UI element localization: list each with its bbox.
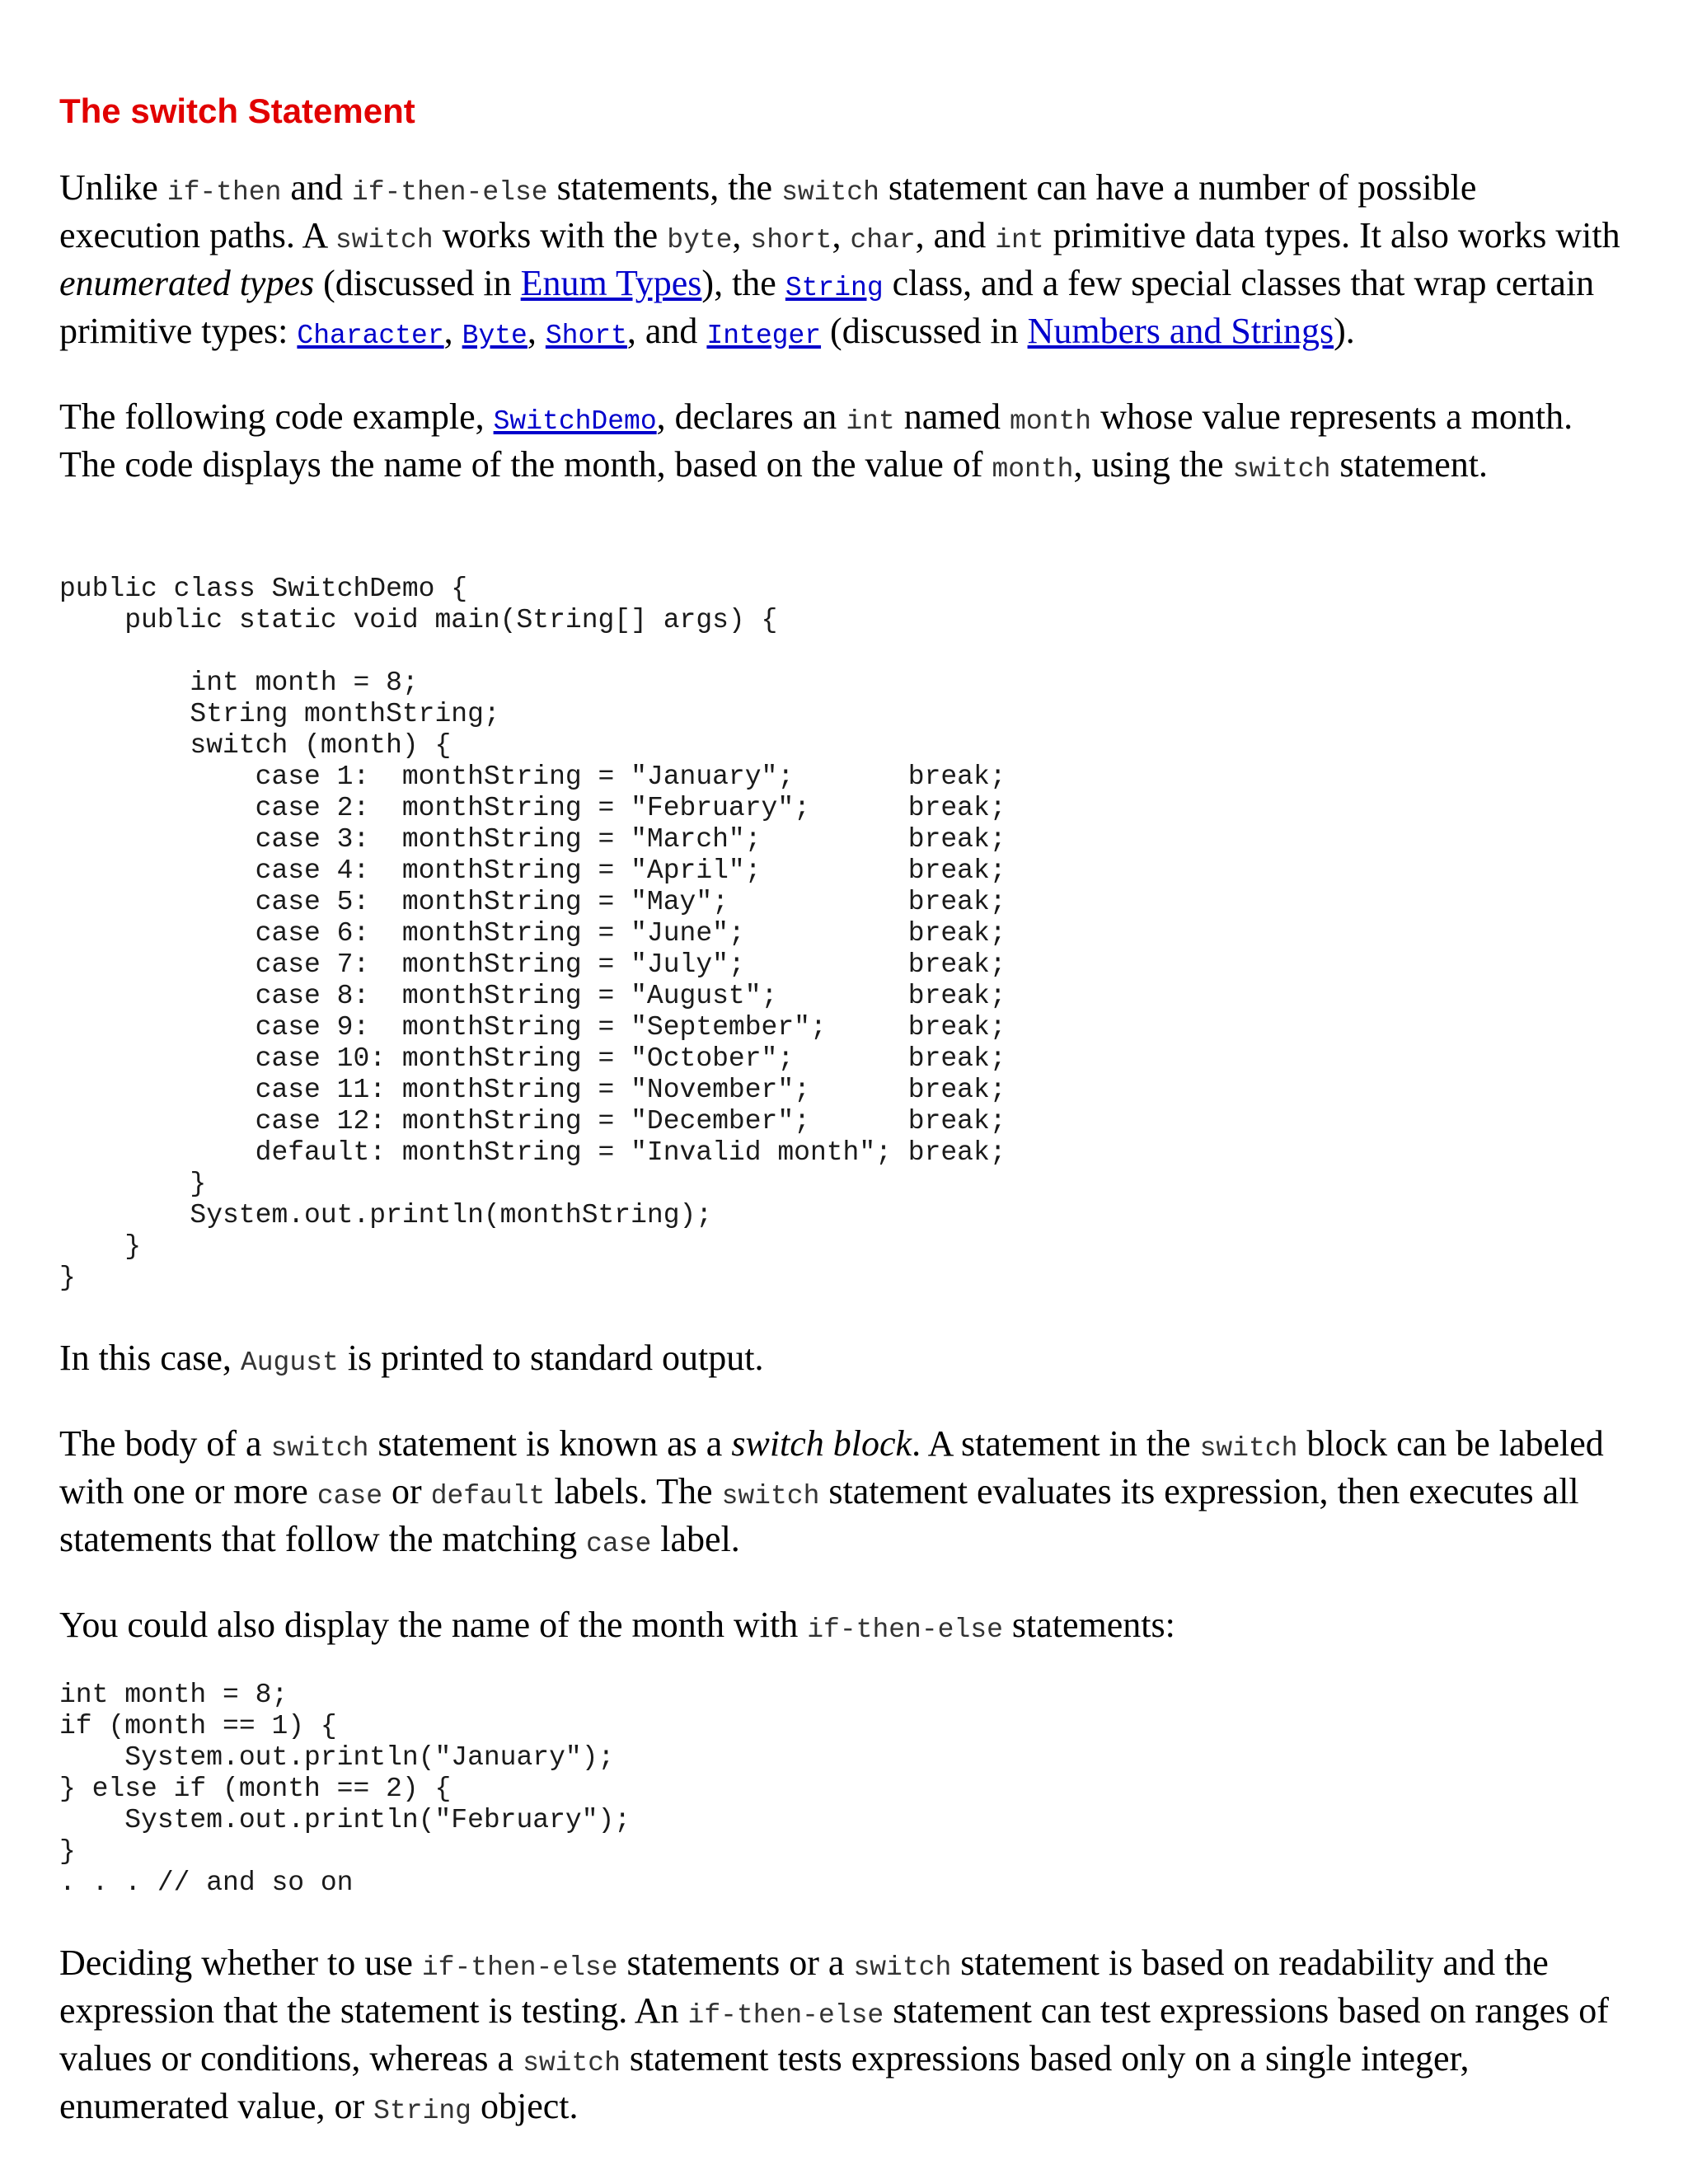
text-span: Deciding whether to use <box>59 1943 422 1984</box>
output-note-paragraph <box>59 1337 1625 1385</box>
example-intro-paragraph <box>59 396 1625 491</box>
text-span: (discussed in <box>314 263 521 304</box>
text-span: statement can test expressions based on ranges of values or conditions, whereas a <box>59 1990 1609 2079</box>
inline-code: if-then-else <box>807 1615 1003 1646</box>
text-span: statements or a <box>617 1943 854 1984</box>
character-class-link[interactable] <box>297 311 443 351</box>
switch-block-paragraph <box>59 1422 1625 1566</box>
inline-code: String <box>373 2096 471 2127</box>
text-span: (discussed in <box>821 311 1028 352</box>
link-code-text: Short <box>545 321 627 352</box>
text-span: statements: <box>1002 1605 1175 1646</box>
text-span: , using the <box>1073 444 1233 485</box>
link-code-text: Integer <box>706 321 822 352</box>
text-span: The following code example, <box>59 396 494 438</box>
inline-code: if-then-else <box>687 2000 884 2032</box>
text-span: , <box>832 215 851 256</box>
text-span: is printed to standard output. <box>338 1338 764 1379</box>
text-span: statement. <box>1330 444 1489 485</box>
inline-code: switch <box>781 177 879 209</box>
text-span: , <box>527 311 546 352</box>
text-span: Unlike <box>59 167 167 209</box>
alternative-intro-paragraph <box>59 1604 1625 1652</box>
inline-code: month <box>1010 406 1092 438</box>
text-span: statement is known as a <box>368 1423 732 1465</box>
inline-code: August <box>240 1347 339 1379</box>
link-code-text: Byte <box>462 321 528 352</box>
text-span: labels. The <box>545 1471 722 1512</box>
intro-paragraph <box>59 166 1625 358</box>
text-span: and <box>281 167 352 209</box>
integer-class-link[interactable] <box>706 311 821 351</box>
link-code-text: Character <box>297 321 444 352</box>
emphasis-term: enumerated types <box>59 263 315 304</box>
text-span: , <box>443 311 462 352</box>
numbers-and-strings-link[interactable]: Numbers and Strings <box>1027 311 1334 352</box>
inline-code: switch <box>1199 1433 1298 1465</box>
text-span: ). <box>1334 311 1355 352</box>
inline-code: int <box>995 225 1044 256</box>
inline-code: switch <box>1232 454 1331 485</box>
inline-code: if-then <box>166 177 282 209</box>
emphasis-term: switch block <box>731 1423 912 1465</box>
link-code-text: SwitchDemo <box>493 406 657 438</box>
inline-code: switch <box>523 2048 621 2079</box>
link-code-text: String <box>785 273 884 304</box>
inline-code: int <box>846 406 895 438</box>
text-span: ), the <box>701 263 785 304</box>
text-span: works with the <box>433 215 668 256</box>
text-span: statement evaluates its expression, then executes all statements that follow the matching <box>59 1471 1579 1560</box>
page-title: The switch Statement <box>59 91 415 130</box>
string-class-link[interactable] <box>785 263 884 303</box>
inline-code: case <box>586 1529 652 1560</box>
inline-code: switch <box>721 1481 820 1512</box>
if-then-else-code-block: int month = 8; if (month == 1) { System.out.println("January"); } else if (month == 2) { System.out.println("February"); } . . . // and so on <box>59 1680 631 1899</box>
enum-types-link[interactable]: Enum Types <box>520 263 702 304</box>
text-span: The body of a <box>59 1423 271 1465</box>
short-class-link[interactable] <box>546 311 627 351</box>
text-span: class, and a few special classes that wrap certain primitive types: <box>59 263 1595 352</box>
inline-code: char <box>850 225 916 256</box>
inline-code: if-then-else <box>351 177 548 209</box>
text-span: , and <box>915 215 996 256</box>
inline-code: short <box>750 225 832 256</box>
text-span: primitive data types. It also works with <box>1043 215 1620 256</box>
inline-code: default <box>430 1481 546 1512</box>
text-span: statement tests expressions based only on a single integer, enumerated value, or <box>59 2038 1470 2127</box>
text-span: or <box>382 1471 431 1512</box>
text-span: named <box>894 396 1010 438</box>
switch-demo-code-block: public class SwitchDemo { public static void main(String[] args) { int month = 8; String monthString; switch (month) { case 1: monthString = "January"; break; case 2: monthString = "February"; break; case 3: monthString = "March"; break; case 4: monthString = "April"; break; case 5: monthString = "May"; break; case 6: monthString = "June"; break; case 7: monthString = "July"; break; case 8: monthString = "August"; break; case 9: monthString = "September"; break; case 10: monthString = "October"; break; case 11: monthString = "November"; break; case 12: monthString = "December"; break; default: monthString = "Invalid month"; break; } System.out.println(monthString); } } <box>59 574 1006 1294</box>
text-span: statement can have a number of possible execution paths. A <box>59 167 1477 256</box>
inline-code: switch <box>335 225 434 256</box>
text-span: , declares an <box>656 396 846 438</box>
text-span: statements, the <box>547 167 782 209</box>
text-span: object. <box>471 2086 579 2127</box>
inline-code: month <box>992 454 1074 485</box>
text-span: label. <box>651 1519 740 1560</box>
text-span: , <box>732 215 751 256</box>
text-span: , and <box>626 311 707 352</box>
text-span: You could also display the name of the month with <box>59 1605 808 1646</box>
inline-code: byte <box>667 225 733 256</box>
inline-code: case <box>316 1481 383 1512</box>
text-span: whose value represents a month. The code displays the name of the month, based on the value of <box>59 396 1573 485</box>
byte-class-link[interactable] <box>462 311 528 351</box>
inline-code: if-then-else <box>421 1952 618 1984</box>
switchdemo-link[interactable] <box>494 396 657 437</box>
text-span: . A statement in the <box>912 1423 1200 1465</box>
comparison-paragraph <box>59 1942 1625 2133</box>
text-span: statement is based on readability and the expression that the statement is testing. An <box>59 1943 1549 2032</box>
text-span: In this case, <box>59 1338 241 1379</box>
inline-code: switch <box>853 1952 952 1984</box>
text-span: block can be labeled with one or more <box>59 1423 1604 1512</box>
inline-code: switch <box>270 1433 369 1465</box>
document-page <box>59 91 1625 2171</box>
